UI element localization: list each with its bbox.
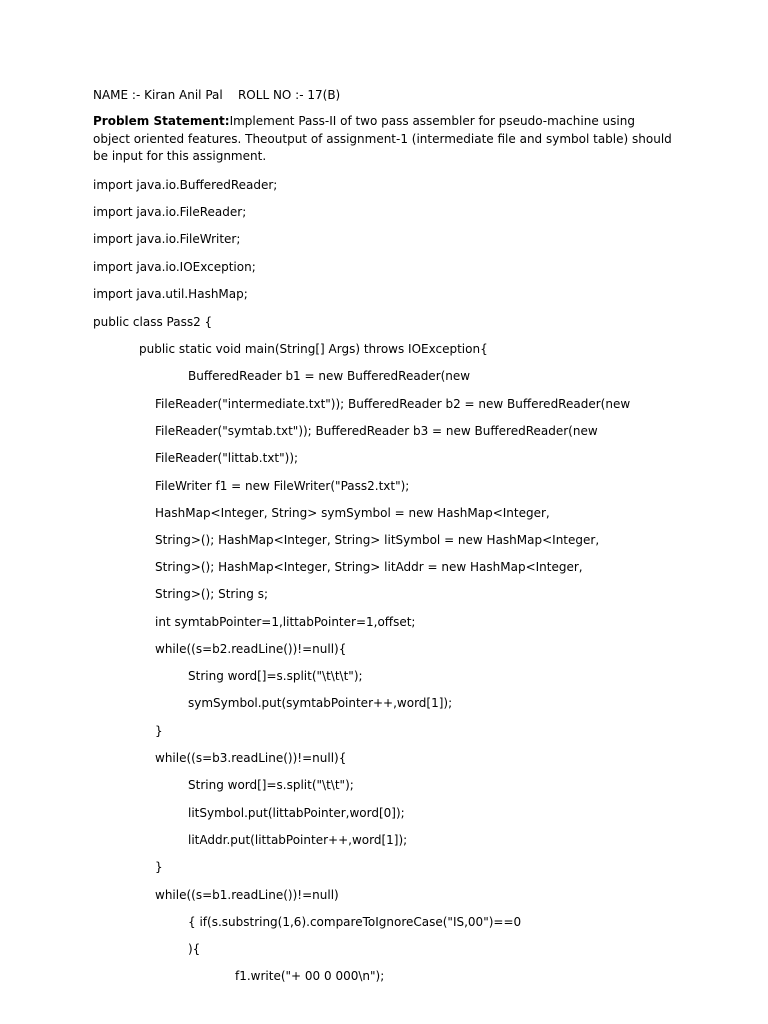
code-line: FileReader("littab.txt"));: [155, 451, 299, 465]
code-line: while((s=b1.readLine())!=null): [155, 888, 339, 902]
code-line: }: [155, 724, 163, 738]
code-line: import java.util.HashMap;: [93, 287, 248, 301]
code-line: String word[]=s.split("\t\t");: [188, 778, 354, 792]
problem-statement: [93, 113, 673, 166]
name-roll-line: NAME :- Kiran Anil Pal ROLL NO :- 17(B): [93, 88, 341, 102]
code-line: while((s=b2.readLine())!=null){: [155, 642, 347, 656]
code-line: litAddr.put(littabPointer++,word[1]);: [188, 833, 408, 847]
code-line: import java.io.FileReader;: [93, 205, 247, 219]
code-line: ){: [188, 942, 201, 956]
code-line: String word[]=s.split("\t\t\t");: [188, 669, 363, 683]
code-line: symSymbol.put(symtabPointer++,word[1]);: [188, 696, 453, 710]
problem-statement-label: Problem Statement:: [93, 114, 230, 128]
code-line: import java.io.FileWriter;: [93, 232, 241, 246]
code-line: import java.io.IOException;: [93, 260, 256, 274]
code-line: public static void main(String[] Args) throws IOException{: [139, 342, 488, 356]
code-line: String>(); String s;: [155, 587, 269, 601]
code-line: { if(s.substring(1,6).compareToIgnoreCase("IS,00")==0: [188, 915, 522, 929]
code-line: HashMap<Integer, String> symSymbol = new HashMap<Integer,: [155, 506, 550, 520]
code-line: String>(); HashMap<Integer, String> litSymbol = new HashMap<Integer,: [155, 533, 600, 547]
code-line: FileWriter f1 = new FileWriter("Pass2.txt");: [155, 479, 410, 493]
code-line: FileReader("intermediate.txt")); BufferedReader b2 = new BufferedReader(new: [155, 397, 631, 411]
problem-statement-text: Implement Pass-II of two pass assembler for pseudo-machine using object oriented features. Theoutput of assignment-1 (intermediate file and symbol table) should be input for this assignment.: [93, 114, 672, 163]
code-line: import java.io.BufferedReader;: [93, 178, 278, 192]
code-line: String>(); HashMap<Integer, String> litAddr = new HashMap<Integer,: [155, 560, 583, 574]
code-line: litSymbol.put(littabPointer,word[0]);: [188, 806, 405, 820]
code-line: FileReader("symtab.txt")); BufferedReader b3 = new BufferedReader(new: [155, 424, 598, 438]
code-line: }: [155, 860, 163, 874]
code-line: public class Pass2 {: [93, 315, 213, 329]
code-line: int symtabPointer=1,littabPointer=1,offset;: [155, 615, 416, 629]
code-line: f1.write("+ 00 0 000\n");: [235, 969, 385, 983]
code-line: while((s=b3.readLine())!=null){: [155, 751, 347, 765]
code-line: BufferedReader b1 = new BufferedReader(new: [188, 369, 471, 383]
